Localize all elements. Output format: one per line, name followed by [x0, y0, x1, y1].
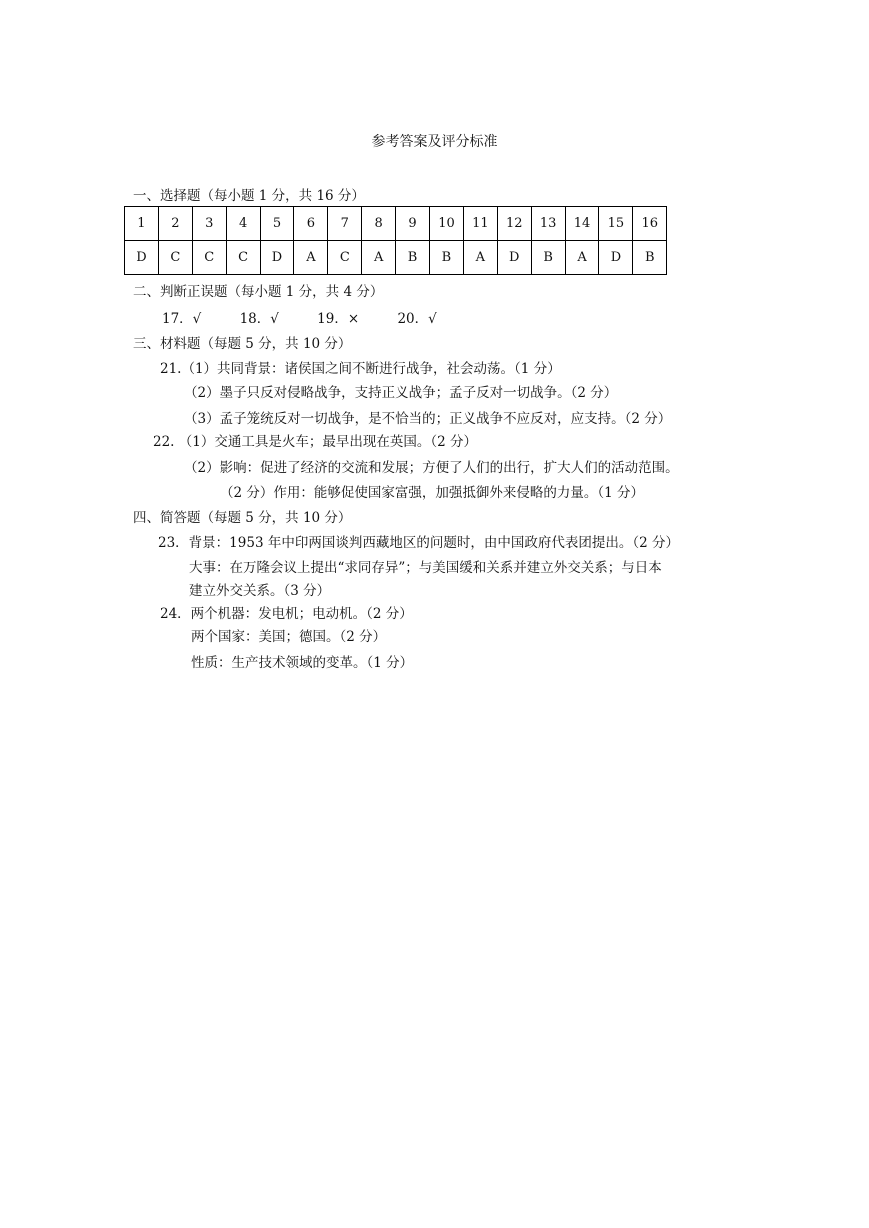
answer-cell: A: [565, 241, 599, 275]
question-number-cell: 6: [294, 207, 328, 241]
section1-heading: 一、选择题（每小题 1 分，共 16 分）: [133, 188, 365, 204]
answer-cell: B: [396, 241, 430, 275]
page-title: 参考答案及评分标准: [371, 134, 498, 150]
answer-line: 23．背景：1953 年中印两国谈判西藏地区的问题时，由中国政府代表团提出。（2 分）: [158, 535, 679, 551]
answer-line: 21.（1）共同背景：诸侯国之间不断进行战争，社会动荡。（1 分）: [160, 361, 561, 377]
section4-heading: 四、简答题（每题 5 分，共 10 分）: [133, 510, 352, 526]
answer-cell: D: [260, 241, 294, 275]
answer-cell: A: [362, 241, 396, 275]
answer-line: 大事：在万隆会议上提出“求同存异”；与美国缓和关系并建立外交关系；与日本: [189, 560, 662, 576]
question-number-cell: 3: [192, 207, 226, 241]
question-number-cell: 16: [633, 207, 667, 241]
tf-answer: 18．√: [239, 311, 279, 327]
question-number-cell: 13: [531, 207, 565, 241]
answer-cell: A: [463, 241, 497, 275]
question-number-cell: 12: [497, 207, 531, 241]
answer-table-number-row: [125, 207, 667, 241]
question-number-cell: 2: [158, 207, 192, 241]
section3-heading: 三、材料题（每题 5 分，共 10 分）: [133, 336, 352, 352]
question-number-cell: 1: [125, 207, 159, 241]
answer-line: （3）孟子笼统反对一切战争，是不恰当的；正义战争不应反对，应支持。（2 分）: [184, 411, 672, 427]
answer-table: [124, 206, 667, 275]
answer-table-answer-row: [125, 241, 667, 275]
tf-answer: 17．√: [162, 311, 202, 327]
question-number-cell: 7: [328, 207, 362, 241]
question-number-cell: 11: [463, 207, 497, 241]
tf-answer: 20．√: [397, 311, 437, 327]
answer-cell: B: [531, 241, 565, 275]
question-number-cell: 14: [565, 207, 599, 241]
question-number-cell: 9: [396, 207, 430, 241]
answer-cell: C: [158, 241, 192, 275]
answer-cell: A: [294, 241, 328, 275]
answer-line: （2）墨子只反对侵略战争，支持正义战争；孟子反对一切战争。（2 分）: [184, 385, 618, 401]
answer-cell: C: [226, 241, 260, 275]
question-number-cell: 10: [430, 207, 464, 241]
answer-cell: D: [125, 241, 159, 275]
question-number-cell: 15: [599, 207, 633, 241]
answer-line: 22. （1）交通工具是火车；最早出现在英国。（2 分）: [153, 434, 477, 450]
section2-heading: 二、判断正误题（每小题 1 分，共 4 分）: [133, 284, 384, 300]
answer-cell: B: [633, 241, 667, 275]
answer-line: （2 分）作用：能够促使国家富强，加强抵御外来侵略的力量。（1 分）: [220, 485, 645, 501]
answer-line: 24．两个机器：发电机；电动机。（2 分）: [160, 606, 413, 622]
answer-cell: B: [430, 241, 464, 275]
answer-cell: C: [192, 241, 226, 275]
true-false-answers: [162, 310, 437, 328]
answer-line: 建立外交关系。（3 分）: [189, 583, 331, 599]
answer-line: 两个国家：美国；德国。（2 分）: [191, 629, 387, 645]
answer-cell: D: [599, 241, 633, 275]
answer-cell: D: [497, 241, 531, 275]
answer-line: 性质：生产技术领域的变革。（1 分）: [191, 655, 414, 671]
answer-line: （2）影响：促进了经济的交流和发展；方便了人们的出行，扩大人们的活动范围。: [184, 460, 679, 476]
tf-answer: 19．×: [317, 311, 360, 327]
question-number-cell: 4: [226, 207, 260, 241]
question-number-cell: 8: [362, 207, 396, 241]
question-number-cell: 5: [260, 207, 294, 241]
answer-cell: C: [328, 241, 362, 275]
